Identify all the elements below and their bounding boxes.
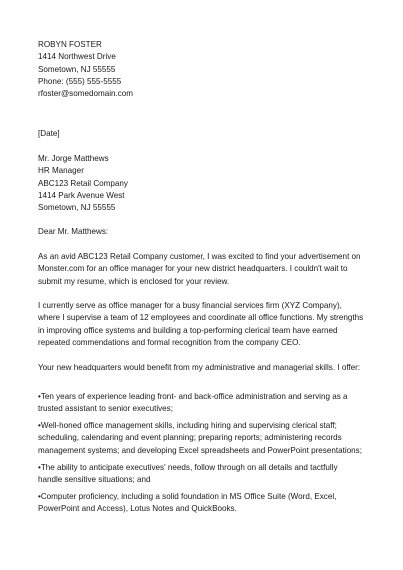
body-paragraph-2 [38, 300, 363, 349]
paragraph-line: I currently serve as office manager for a busy financial services firm (XYZ Company), [38, 301, 342, 310]
recipient-address-line-2: Sometown, NJ 55555 [38, 203, 116, 213]
bullet-line: management systems; and developing Excel spreadsheets and PowerPoint presentations; [38, 445, 362, 455]
paragraph-line: submit my resume, which is enclosed for your review. [38, 276, 230, 286]
recipient-name: Mr. Jorge Matthews [38, 154, 109, 163]
bullet-line: •Ten years of experience leading front- and back-office administration and serving as a [38, 392, 348, 401]
paragraph-line: where I supervise a team of 12 employees and coordinate all office functions. My strengths [38, 313, 364, 323]
paragraph-line: repeated commendations and formal recognition from the company CEO. [38, 337, 301, 347]
paragraph-line: in improving office systems and building a top-performing clerical team have earned [38, 325, 338, 335]
sender-name: ROBYN FOSTER [38, 40, 102, 49]
recipient-block [38, 153, 128, 214]
paragraph-line: As an avid ABC123 Retail Company customer, I was excited to find your advertisement on [38, 252, 361, 261]
bullet-line: •The ability to anticipate executives' needs, follow through on all details and tactfully [38, 463, 338, 472]
bullet-item-4 [38, 491, 336, 516]
sender-block [38, 39, 133, 100]
bullet-line: •Computer proficiency, including a solid foundation in MS Office Suite (Word, Excel, [38, 492, 337, 501]
bullet-item-2 [38, 420, 362, 457]
bullet-line: •Well-honed office management skills, including hiring and supervising clerical staff; [38, 421, 337, 430]
paragraph-line: Monster.com for an office manager for your new district headquarters. I couldn't wait to [38, 264, 348, 274]
sender-address-line-1: 1414 Northwest Drive [38, 52, 116, 62]
sender-address-line-2: Sometown, NJ 55555 [38, 64, 116, 74]
body-paragraph-3 [38, 362, 360, 374]
recipient-company: ABC123 Retail Company [38, 178, 128, 188]
sender-phone: Phone: (555) 555-5555 [38, 76, 122, 86]
bullet-line: trusted assistant to senior executives; [38, 404, 173, 414]
salutation: Dear Mr. Matthews: [38, 227, 109, 236]
sender-email: rfoster@somedomain.com [38, 89, 134, 99]
body-paragraph-1 [38, 251, 361, 288]
bullet-item-3 [38, 462, 338, 487]
bullet-line: handle sensitive situations; and [38, 475, 151, 485]
recipient-address-line-1: 1414 Park Avenue West [38, 190, 125, 200]
bullet-line: scheduling, calendaring and event planning; preparing reports; administering records [38, 433, 342, 443]
letter-date: [Date] [38, 129, 60, 138]
bullet-item-1 [38, 391, 348, 416]
paragraph-line: Your new headquarters would benefit from my administrative and managerial skills. I offer: [38, 363, 361, 372]
recipient-title: HR Manager [38, 166, 84, 176]
bullet-line: PowerPoint and Access), Lotus Notes and QuickBooks. [38, 504, 237, 514]
